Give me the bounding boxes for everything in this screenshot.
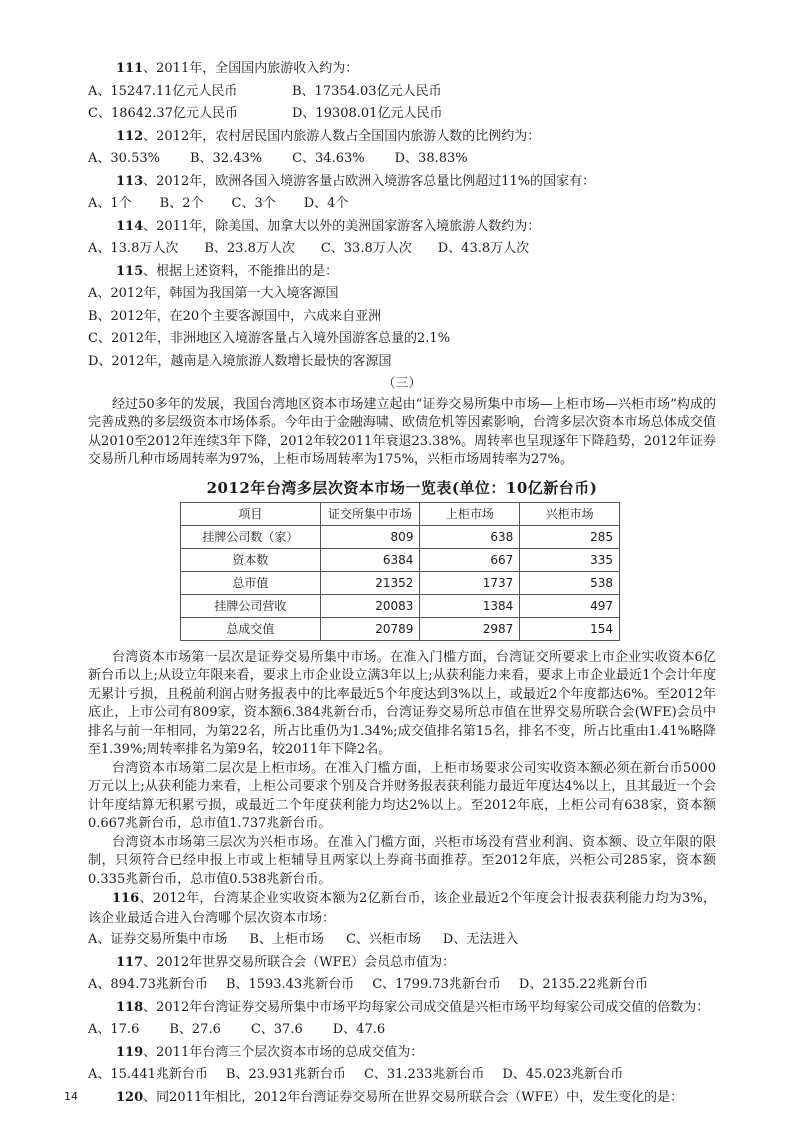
table-cell: 1384 (420, 594, 520, 617)
option-d: D、43.8万人次 (437, 241, 530, 256)
option-c: C、18642.37亿元人民币 (88, 106, 238, 121)
table-cell-label: 挂牌公司营收 (181, 594, 321, 617)
table-header-cell: 证交所集中市场 (320, 502, 420, 525)
option-a: A、证券交易所集中市场 (88, 932, 228, 947)
table-row (181, 548, 620, 571)
question-number: 112 (116, 128, 144, 144)
option-c: C、37.6 (250, 1022, 303, 1037)
option-d: D、4个 (303, 196, 349, 211)
table-cell: 6384 (320, 548, 420, 571)
option-a: A、15247.11亿元人民币 (88, 83, 238, 99)
table-cell: 21352 (320, 571, 420, 594)
option-b: B、27.6 (169, 1022, 221, 1037)
option-a: A、894.73兆新台币 (88, 977, 208, 992)
option-c: C、34.63% (292, 151, 365, 166)
option-b: B、2012年，在20个主要客源国中，六成来自亚洲 (88, 308, 382, 324)
question-number: 117 (116, 954, 144, 970)
option-a: A、13.8万人次 (88, 241, 179, 256)
question-stem: 、2012年，农村居民国内旅游人数占全国国内旅游人数的比例约为： (143, 128, 541, 144)
options-row (88, 81, 716, 104)
page-number: 14 (64, 1090, 78, 1103)
options-row (88, 974, 716, 997)
option-d: D、45.023兆新台币 (502, 1067, 624, 1082)
option-b: B、23.8万人次 (204, 241, 295, 256)
body-paragraph: 台湾资本市场第一层次是证券交易所集中市场。在准入门槛方面，台湾证交所要求上市企业实收资本6亿新台币以上;从设立年限来看，要求上市企业设立满3年以上;从获利能力来看，要求上市企业最近1个会计年度无累计亏损，且税前利润占财务报表中的比率最近5个年度达到3%以上，或最近2个年度都达6%。至2012年底止，上市公司有809家，资本额6.384兆新台币，台湾证券交易所总市值在世界交易所联合会(WFE)会员中排名与前一年相同，为第22名，所占比重仍为1.34%;成交值排名第15名，排名不变，所占比重由1.41%略降至1.39%;周转率排名为第9名，较2011年下降2名。 (88, 649, 716, 757)
options-row (88, 238, 716, 261)
table-cell: 1737 (420, 571, 520, 594)
question-number: 120 (116, 1089, 144, 1105)
option-d: D、19308.01亿元人民币 (292, 106, 443, 121)
question-116 (88, 889, 716, 929)
table-header-cell: 上柜市场 (420, 502, 520, 525)
question-112 (88, 126, 716, 149)
options-row (88, 103, 716, 126)
option-b: B、1593.43兆新台币 (225, 977, 355, 992)
option-c: C、兴柜市场 (345, 932, 421, 947)
table-cell: 638 (420, 525, 520, 548)
question-119 (88, 1042, 716, 1065)
table-cell: 285 (520, 525, 620, 548)
question-number: 114 (116, 218, 144, 234)
table-row (181, 594, 620, 617)
options-row (88, 1064, 716, 1087)
market-table (180, 502, 620, 641)
question-115 (88, 261, 716, 284)
option-d: D、38.83% (394, 151, 468, 166)
question-number: 113 (116, 173, 144, 189)
document-page (88, 58, 716, 1109)
table-cell: 20083 (320, 594, 420, 617)
option-a: A、17.6 (88, 1022, 140, 1037)
table-cell: 2987 (420, 617, 520, 640)
table-cell: 538 (520, 571, 620, 594)
option-c: C、2012年，非洲地区入境游客量占入境外国游客总量的2.1% (88, 331, 451, 346)
question-stem: 、2011年，除美国、加拿大以外的美洲国家游客入境旅游人数约为： (143, 218, 541, 234)
table-header-cell: 兴柜市场 (520, 502, 620, 525)
option-c: C、3个 (231, 196, 276, 211)
section-marker: （三） (382, 376, 422, 391)
question-111 (88, 58, 716, 81)
question-number: 111 (116, 61, 144, 76)
option-a: A、2012年，韩国为我国第一大入境客源国 (88, 286, 339, 301)
option-d: D、2012年，越南是入境旅游人数增长最快的客源国 (88, 353, 392, 369)
table-row (181, 571, 620, 594)
option-a: A、15.441兆新台币 (88, 1067, 208, 1082)
option-c: C、33.8万人次 (320, 241, 412, 256)
option-c: C、1799.73兆新台币 (372, 977, 501, 992)
intro-paragraph: 经过50多年的发展，我国台湾地区资本市场建立起由“证券交易所集中市场—上柜市场—兴柜市场”构成的完善成熟的多层级资本市场体系。今年由于金融海啸、欧债危机等因素影响，台湾多层次资本市场总体成交值从2010至2012年连续3年下降，2012年较2011年衰退23.38%。周转率也呈现逐年下降趋势，2012年证券交易所几种市场周转率为97%，上柜市场周转率为175%，兴柜市场周转率为27%。 (88, 396, 716, 467)
question-number: 119 (116, 1044, 144, 1060)
question-stem: 、同2011年相比，2012年台湾证券交易所在世界交易所联合会（WFE）中，发生变化的是： (143, 1089, 684, 1105)
option-b: B、2个 (159, 196, 204, 211)
body-paragraph: 台湾资本市场第二层次是上柜市场。在准入门槛方面，上柜市场要求公司实收资本额必须在新台币5000万元以上;从获利能力来看，上柜公司要求个别及合并财务报表获利能力最近年度达4%以上，且其最近一个会计年度结算无积累亏损，或最近二个年度获利能力均达2%以上。至2012年底，上柜公司有638家，资本额0.667兆新台币，总市值1.737兆新台币。 (88, 760, 716, 831)
option-b: B、32.43% (189, 151, 263, 166)
table-cell: 809 (320, 525, 420, 548)
table-row (181, 617, 620, 640)
question-stem: 、2012年，台湾某企业实收资本额为2亿新台币，该企业最近2个年度会计报表获利能力均为3%，该企业最适合进入台湾哪个层次资本市场： (88, 891, 716, 926)
option-d: D、2135.22兆新台币 (518, 977, 649, 992)
table-cell: 497 (520, 594, 620, 617)
option-a: A、30.53% (88, 151, 160, 166)
question-stem: 、根据上述资料，不能推出的是： (143, 263, 339, 279)
question-number: 116 (112, 891, 140, 906)
body-paragraph: 台湾资本市场第三层次为兴柜市场。在准入门槛方面，兴柜市场没有营业利润、资本额、设立年限的限制，只须符合已经申报上市或上柜辅导且两家以上券商书面推荐。至2012年底，兴柜公司285家，资本额0.335兆新台币，总市值0.538兆新台币。 (88, 834, 716, 887)
options-row (88, 929, 716, 952)
question-number: 118 (116, 999, 144, 1015)
option-c: C、31.233兆新台币 (363, 1067, 485, 1082)
table-row (181, 525, 620, 548)
table-cell: 154 (520, 617, 620, 640)
question-114 (88, 216, 716, 239)
table-header-cell: 项目 (181, 502, 321, 525)
table-cell-label: 资本数 (181, 548, 321, 571)
table-header-row (181, 502, 620, 525)
question-stem: 、2012年，欧洲各国入境游客量占欧洲入境游客总量比例超过11%的国家有： (143, 173, 596, 189)
table-cell: 20789 (320, 617, 420, 640)
question-stem: 、2011年，全国国内旅游收入约为： (143, 61, 359, 76)
question-118 (88, 997, 716, 1020)
question-113 (88, 171, 716, 194)
question-stem: 、2012年世界交易所联合会（WFE）会员总市值为： (143, 954, 456, 970)
option-d: D、无法进入 (442, 932, 519, 947)
options-row (88, 193, 716, 216)
table-cell: 335 (520, 548, 620, 571)
option-b: B、上柜市场 (249, 932, 324, 947)
table-cell-label: 总成交值 (181, 617, 321, 640)
question-117 (88, 952, 716, 975)
table-title: 2012年台湾多层次资本市场一览表(单位：10亿新台币) (206, 478, 598, 497)
option-d: D、47.6 (332, 1022, 386, 1037)
question-120 (88, 1087, 716, 1110)
table-cell-label: 总市值 (181, 571, 321, 594)
options-row (88, 1019, 716, 1042)
question-stem: 、2012年台湾证券交易所集中市场平均每家公司成交值是兴柜市场平均每家公司成交值的倍数为： (143, 999, 710, 1015)
table-cell-label: 挂牌公司数（家） (181, 525, 321, 548)
option-b: B、17354.03亿元人民币 (292, 83, 442, 99)
table-cell: 667 (420, 548, 520, 571)
option-a: A、1个 (88, 196, 132, 211)
question-stem: 、2011年台湾三个层次资本市场的总成交值为： (143, 1044, 424, 1060)
question-number: 115 (116, 263, 144, 279)
option-b: B、23.931兆新台币 (225, 1067, 346, 1082)
options-row (88, 148, 716, 171)
